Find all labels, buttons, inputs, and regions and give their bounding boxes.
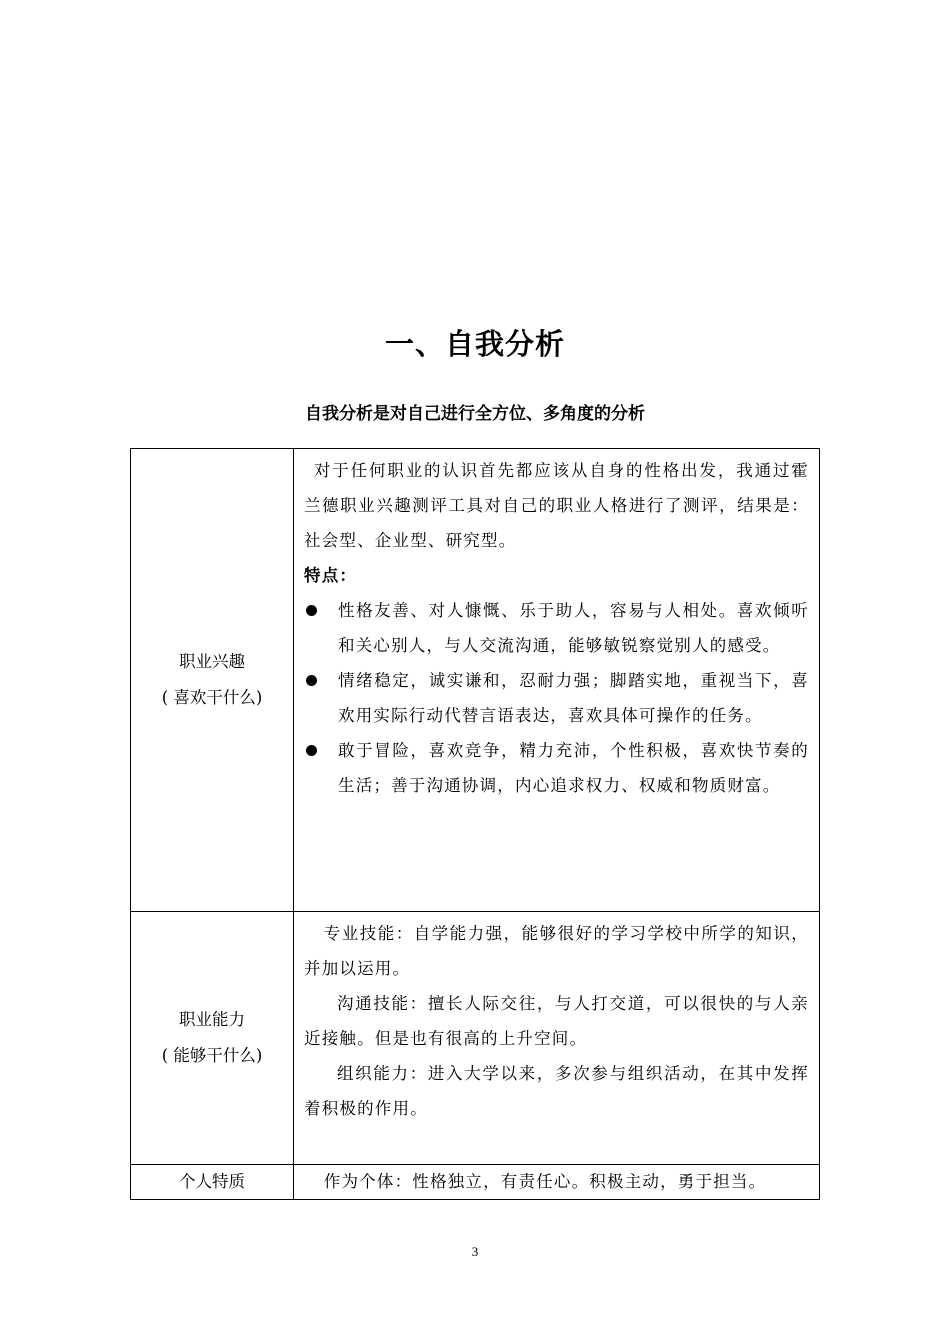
content-cell-interest	[294, 449, 820, 912]
row-label: 职业能力	[179, 1010, 245, 1029]
traits-content: 作为个体：性格独立，有责任心。积极主动，勇于担当。	[294, 1165, 820, 1200]
self-analysis-table	[130, 448, 820, 1200]
list-item	[304, 593, 809, 663]
table-row-ability	[131, 912, 820, 1165]
bullet-icon	[306, 745, 317, 756]
features-list	[304, 593, 809, 803]
row-label-sub: ( 能够干什么)	[161, 1046, 263, 1065]
ability-paragraph: 沟通技能：擅长人际交往，与人打交道，可以很快的与人亲近接触。但是也有很高的上升空间。	[304, 994, 809, 1048]
row-label: 个人特质	[131, 1165, 294, 1200]
bullet-icon	[306, 605, 317, 616]
section-subtitle: 自我分析是对自己进行全方位、多角度的分析	[305, 404, 645, 424]
row-label: 职业兴趣	[179, 652, 245, 671]
list-item	[304, 733, 809, 803]
page-title: 一、自我分析	[384, 327, 565, 361]
ability-paragraph: 组织能力：进入大学以来，多次参与组织活动，在其中发挥着积极的作用。	[304, 1064, 809, 1118]
list-item	[304, 663, 809, 733]
list-item-text: 性格友善、对人慷慨、乐于助人，容易与人相处。喜欢倾听和关心别人，与人交流沟通，能够敏锐察觉别人的感受。	[338, 601, 809, 655]
label-cell-interest	[131, 449, 294, 912]
page-number: 3	[471, 1244, 479, 1259]
content-cell-ability	[294, 912, 820, 1165]
row-label-sub: ( 喜欢干什么)	[161, 688, 263, 707]
label-cell-ability	[131, 912, 294, 1165]
table-row-traits	[131, 1165, 820, 1200]
table-row-interest	[131, 449, 820, 912]
list-item-text: 敢于冒险，喜欢竞争，精力充沛，个性积极，喜欢快节奏的生活；善于沟通协调，内心追求权力、权威和物质财富。	[338, 741, 809, 795]
bullet-icon	[306, 675, 317, 686]
features-title: 特点：	[304, 566, 358, 585]
list-item-text: 情绪稳定，诚实谦和，忍耐力强；脚踏实地，重视当下，喜欢用实际行动代替言语表达，喜欢具体可操作的任务。	[338, 671, 809, 725]
ability-paragraph: 专业技能：自学能力强，能够很好的学习学校中所学的知识，并加以运用。	[304, 924, 809, 978]
intro-paragraph: 对于任何职业的认识首先都应该从自身的性格出发，我通过霍兰德职业兴趣测评工具对自己的职业人格进行了测评，结果是：社会型、企业型、研究型。	[304, 461, 809, 550]
